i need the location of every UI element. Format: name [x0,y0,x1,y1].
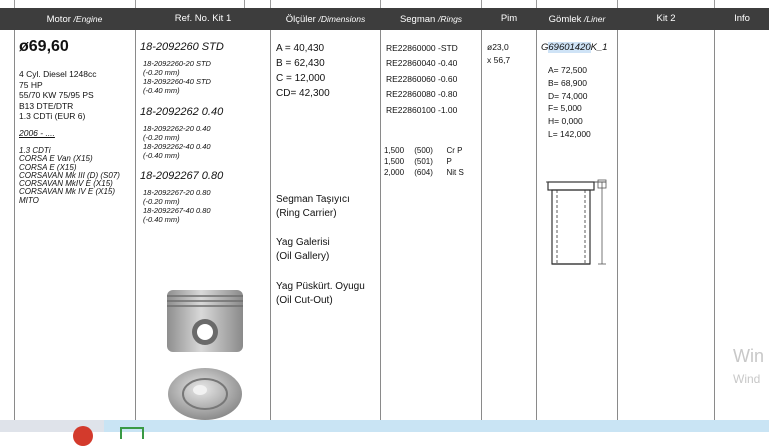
ring-type-row: 2,000 (604) Nit S [384,168,464,177]
motor-spec-line: 55/70 KW 75/95 PS [19,90,94,101]
column-divider [714,30,715,420]
dimensions-list [276,41,330,101]
spreadsheet-icon[interactable] [120,427,144,439]
liner-dimensions [548,64,591,141]
dimension-value: C = 12,000 [276,73,326,84]
header-ref: Ref. No. Kit 1 [174,13,232,24]
header-liner: Gömlek /Liner [548,14,606,25]
dimension-value: B = 62,430 [276,58,325,69]
activation-watermark: Win [733,346,764,366]
liner-dimension: B= 68,900 [548,77,587,88]
motor-year-range: 2006 - .... [19,128,55,138]
ref-kit-sub: 18-2092262-20 0.40 (-0.20 mm) 18-2092262-40 0.40 (-0.40 mm) [143,124,211,160]
ring-list [386,41,458,118]
header-dims: Ölçüler /Dimensions [285,14,366,25]
dimension-value: CD= 42,300 [276,88,330,99]
motor-bore-size: ø69,60 [19,38,69,55]
ref-kit-main: 18-2092262 0.40 [140,106,224,118]
ring-code: RE22860100 -1.00 [386,104,458,115]
pin-length: x 56,7 [487,55,511,65]
column-divider [14,30,15,420]
feature-oil-gallery: Yag Galerisi (Oil Gallery) [276,237,330,262]
vehicle-model-list [19,147,120,205]
header-rings: Segman /Rings [399,14,463,25]
vehicle-model: 1.3 CDTi [19,146,51,155]
vehicle-model: CORSAVAN Mk III (D) (S07) [19,170,120,180]
liner-dimension: D= 74,000 [548,90,588,101]
activation-watermark: Wind [733,372,761,386]
ring-type-row: 1,500 (500) Cr P [384,146,463,155]
top-strip [0,0,769,8]
header-pin: Pim [500,13,518,24]
ring-code: RE22860060 -0.60 [386,73,458,84]
column-divider [380,30,381,420]
column-divider [135,30,136,420]
column-divider [481,30,482,420]
taskbar [0,420,769,432]
app-icon[interactable] [73,426,93,446]
vehicle-model: MITO [19,195,39,205]
ring-code: RE22860000 -STD [386,43,458,53]
ref-kit-sub: 18-2092267-20 0.80 (-0.20 mm) 18-2092267-40 0.80 (-0.40 mm) [143,188,211,224]
vehicle-model: CORSAVAN Mk IV E (X15) [19,187,116,197]
header-kit2: Kit 2 [656,13,676,24]
column-divider [536,30,537,420]
liner-dimension: H= 0,000 [548,116,583,127]
column-divider [270,30,271,420]
motor-spec-line: 75 HP [19,79,43,90]
motor-spec-line: 1.3 CDTi (EUR 6) [19,111,86,122]
header-motor: Motor /Engine [46,14,103,25]
ref-kit-main: 18-2092260 STD [140,41,224,53]
ring-code: RE22860040 -0.40 [386,58,458,69]
ring-code: RE22860080 -0.80 [386,89,458,100]
liner-code-highlight: 69601420 [548,42,591,53]
vehicle-model: CORSAVAN MkIV E (X15) [19,179,113,189]
taskbar-window-panel[interactable] [104,420,769,432]
feature-ring-carrier: Segman Taşıyıcı (Ring Carrier) [276,194,350,219]
vehicle-model: CORSA E (X15) [19,162,77,172]
motor-spec-line: B13 DTE/DTR [19,100,74,111]
ref-kit-main: 18-2092267 0.80 [140,170,224,182]
pin-diameter: ø23,0 [487,42,509,52]
liner-dimension: L= 142,000 [548,128,591,139]
dimension-value: A = 40,430 [276,43,325,54]
pin-spec [487,41,510,67]
column-divider [617,30,618,420]
liner-dimension: A= 72,500 [548,65,587,75]
liner-code: G69601420K_1 [541,42,608,53]
piston-image [160,282,250,420]
liner-drawing [540,176,612,268]
vehicle-model: CORSA E Van (X15) [19,154,93,164]
header-info: Info [734,13,750,24]
liner-dimension: F= 5,000 [548,103,582,114]
ring-type-row: 1,500 (501) P [384,157,452,166]
ring-type-list [384,145,464,178]
table-header [0,8,769,30]
ref-kit-sub: 18-2092260-20 STD (-0.20 mm) 18-2092260-40 STD (-0.40 mm) [143,59,211,95]
motor-spec-line: 4 Cyl. Diesel 1248cc [19,69,97,79]
feature-oil-cutout: Yag Püskürt. Oyugu (Oil Cut-Out) [276,281,365,306]
motor-spec-list [19,69,96,122]
